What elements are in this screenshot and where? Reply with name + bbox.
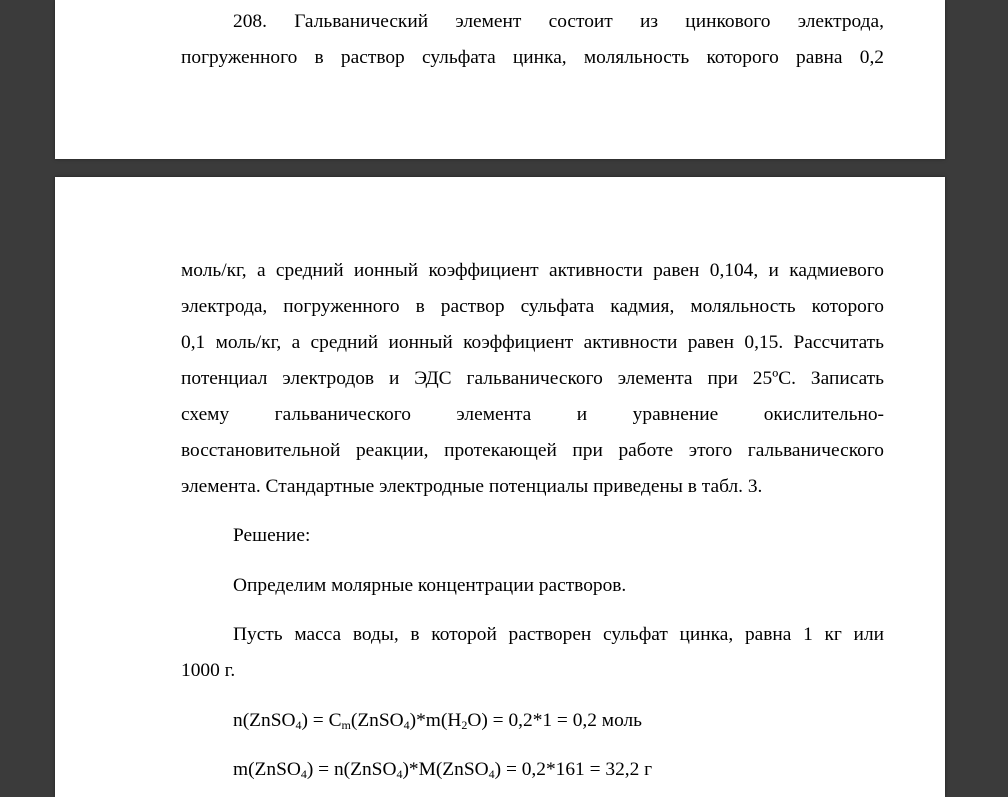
formula-subscript: 4 xyxy=(300,767,307,781)
solution-label: Решение: xyxy=(233,525,311,546)
document-page-2 xyxy=(55,177,945,797)
formula-part: )*M(ZnSO xyxy=(402,759,489,780)
problem-text-line: элемента. Стандартные электродные потенциалы приведены в табл. 3. xyxy=(181,476,763,497)
formula-part: ) = 0,2*161 = 32,2 г xyxy=(494,759,653,780)
problem-text-line: погруженного в раствор сульфата цинка, моляльность которого равна 0,2 xyxy=(181,47,884,68)
solution-step-text: Определим молярные концентрации растворов. xyxy=(233,575,627,596)
document-page-1 xyxy=(55,0,945,159)
formula-subscript: 4 xyxy=(396,767,403,781)
problem-text-line: потенциал электродов и ЭДС гальванического элемента при 25ºС. Записать xyxy=(181,368,884,389)
formula-mass-znso4 xyxy=(233,757,936,783)
problem-text-line: электрода, погруженного в раствор сульфата кадмия, моляльность которого xyxy=(181,296,884,317)
formula-part: ) = C xyxy=(301,710,342,731)
formula-part: )*m(H xyxy=(409,710,462,731)
problem-text-line: 0,1 моль/кг, а средний ионный коэффициент активности равен 0,15. Рассчитать xyxy=(181,332,884,353)
problem-text-line: схему гальванического элемента и уравнение окислительно- xyxy=(181,404,884,425)
formula-subscript: 4 xyxy=(295,718,302,732)
formula-part: m(ZnSO xyxy=(233,759,301,780)
solution-step-text: 1000 г. xyxy=(181,660,236,681)
problem-text-line: восстановительной реакции, протекающей при работе этого гальванического xyxy=(181,440,884,461)
formula-part: n(ZnSO xyxy=(233,710,296,731)
formula-moles-znso4 xyxy=(233,708,936,734)
solution-step-text: Пусть масса воды, в которой растворен сульфат цинка, равна 1 кг или xyxy=(233,624,884,645)
formula-part: O) = 0,2*1 = 0,2 моль xyxy=(467,710,643,731)
problem-text-line: 208. Гальванический элемент состоит из цинкового электрода, xyxy=(233,11,884,32)
formula-part: (ZnSO xyxy=(350,710,404,731)
formula-subscript: 4 xyxy=(488,767,495,781)
formula-subscript: 2 xyxy=(461,718,468,732)
formula-subscript: 4 xyxy=(403,718,410,732)
formula-part: ) = n(ZnSO xyxy=(306,759,397,780)
formula-subscript: m xyxy=(341,718,351,732)
problem-text-line: моль/кг, а средний ионный коэффициент активности равен 0,104, и кадмиевого xyxy=(181,260,884,281)
